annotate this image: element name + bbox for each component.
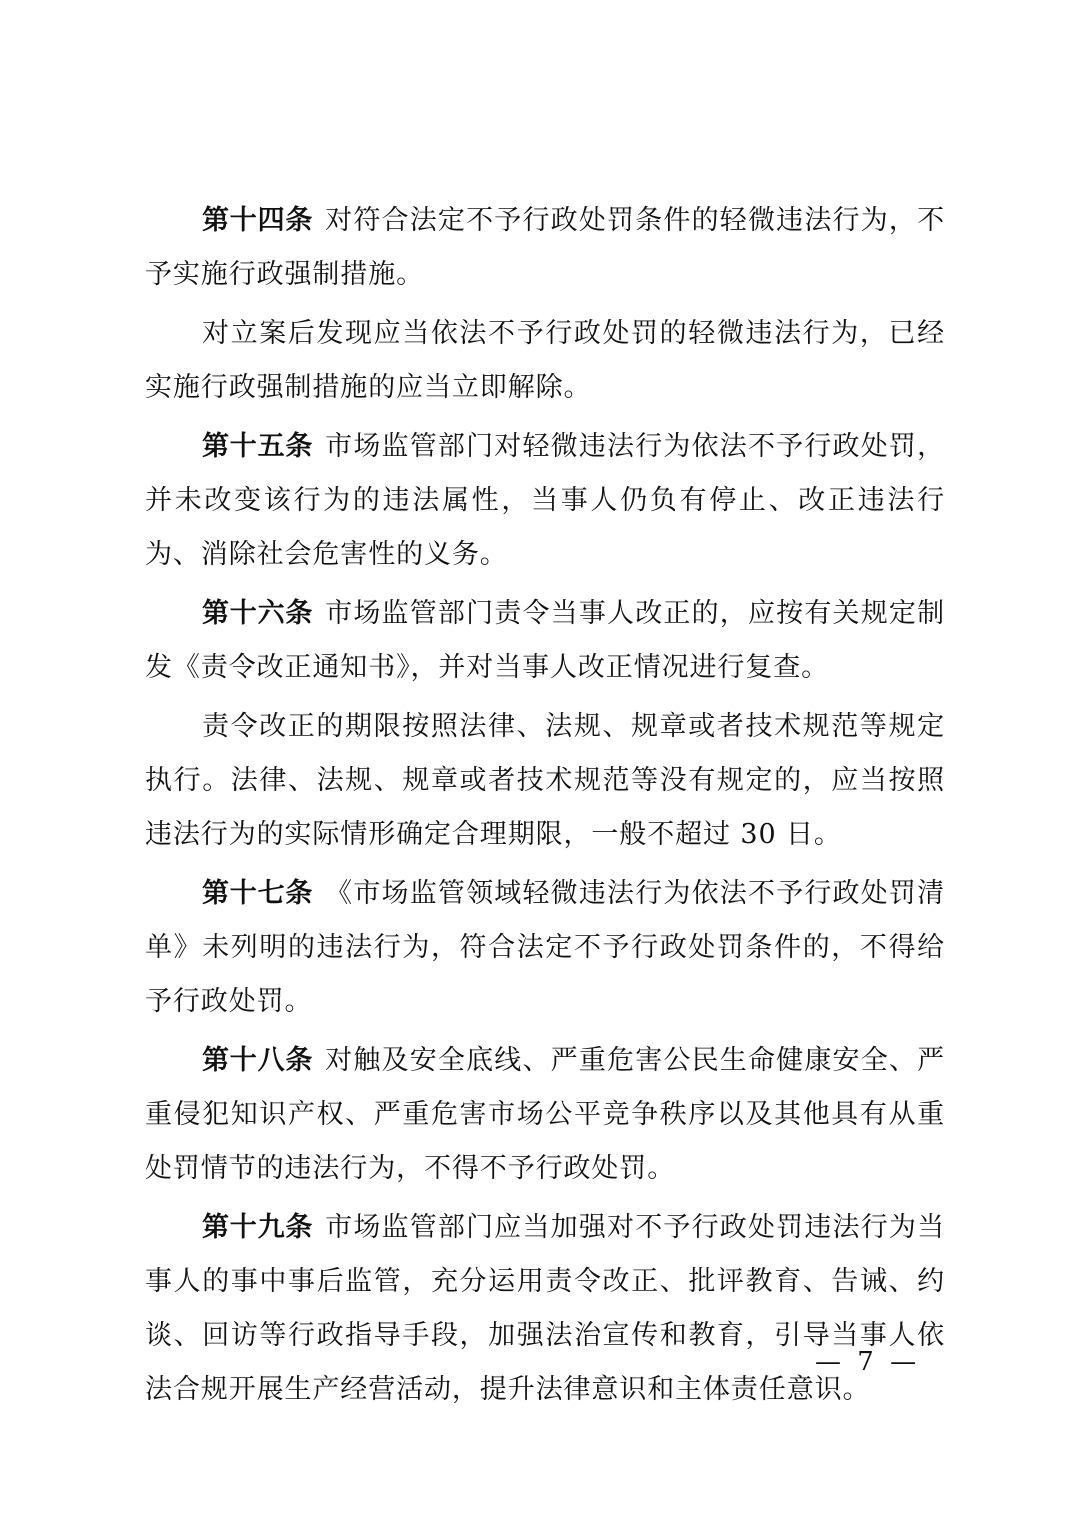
article-text: 责令改正的期限按照法律、法规、规章或者技术规范等规定执行。法律、法规、规章或者技术规范等没有规定的，应当按照违法行为的实际情形确定合理期限，一般不超过 30 日。 (145, 711, 945, 850)
article-15 (145, 420, 945, 582)
article-text: 市场监管部门对轻微违法行为依法不予行政处罚，并未改变该行为的违法属性，当事人仍负有停止、改正违法行为、消除社会危害性的义务。 (145, 431, 945, 570)
page-number: — 7 — (815, 1347, 921, 1377)
article-18 (145, 1034, 945, 1196)
article-text: 《市场监管领域轻微违法行为依法不予行政处罚清单》未列明的违法行为，符合法定不予行政处罚条件的，不得给予行政处罚。 (145, 878, 945, 1017)
article-text: 市场监管部门责令当事人改正的，应按有关规定制发《责令改正通知书》，并对当事人改正情况进行复查。 (145, 598, 945, 683)
article-17 (145, 867, 945, 1029)
article-14 (145, 194, 945, 302)
article-heading: 第十八条 (202, 1045, 314, 1076)
article-heading: 第十七条 (202, 878, 314, 909)
article-text: 对立案后发现应当依法不予行政处罚的轻微违法行为，已经实施行政强制措施的应当立即解除。 (145, 318, 945, 403)
article-heading: 第十九条 (202, 1212, 314, 1243)
article-19 (145, 1201, 945, 1417)
article-text: 对触及安全底线、严重危害公民生命健康安全、严重侵犯知识产权、严重危害市场公平竞争秩序以及其他具有从重处罚情节的违法行为，不得不予行政处罚。 (145, 1045, 945, 1184)
article-heading: 第十五条 (202, 431, 314, 462)
article-heading: 第十六条 (202, 598, 314, 629)
document-body (145, 194, 945, 1422)
article-16 (145, 587, 945, 695)
article-16-paragraph-2 (145, 700, 945, 862)
article-heading: 第十四条 (202, 205, 314, 236)
article-14-paragraph-2 (145, 307, 945, 415)
article-text: 市场监管部门应当加强对不予行政处罚违法行为当事人的事中事后监管，充分运用责令改正、批评教育、告诫、约谈、回访等行政指导手段，加强法治宣传和教育，引导当事人依法合规开展生产经营活动，提升法律意识和主体责任意识。 (145, 1212, 945, 1405)
article-text: 对符合法定不予行政处罚条件的轻微违法行为，不予实施行政强制措施。 (145, 205, 945, 290)
